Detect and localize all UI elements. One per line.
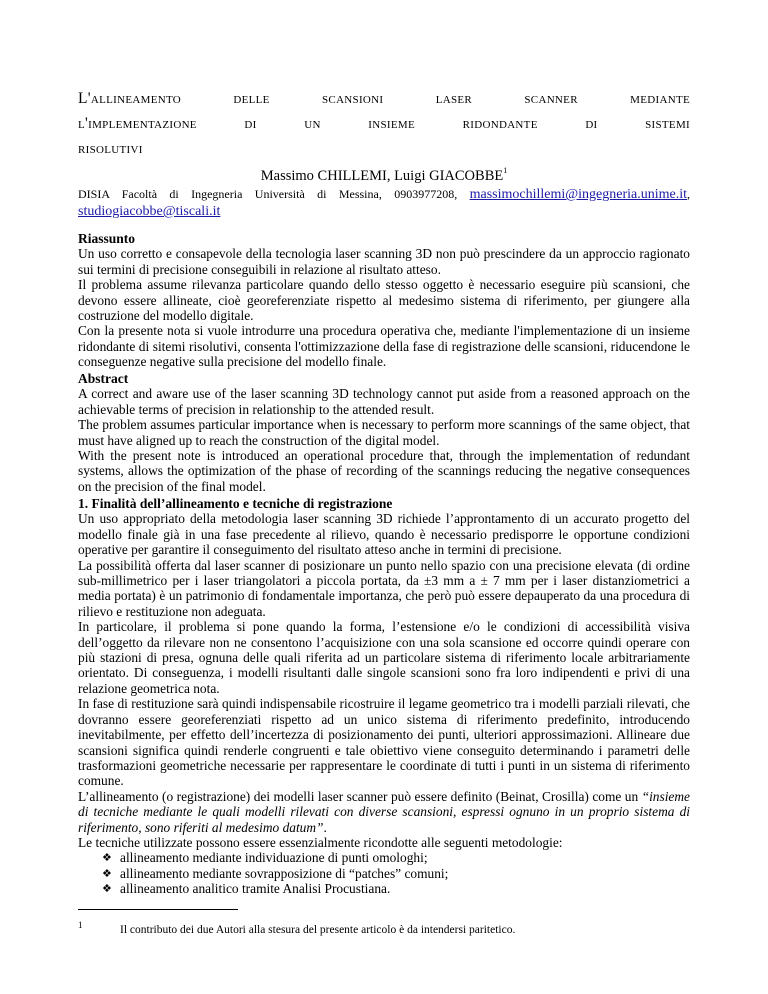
footnote-reference: 1: [503, 166, 508, 175]
paragraph: Un uso corretto e consapevole della tecnologia laser scanning 3D non può prescindere da un approccio ragionato sui termini di precisione conseguibili in relazione al risultato atteso.: [78, 246, 690, 277]
definition-intro: L’allineamento (o registrazione) dei modelli laser scanner può essere definito (Beinat, Crosilla) come un: [78, 788, 639, 804]
list-item-text: allineamento mediante individuazione di punti omologhi;: [120, 850, 428, 866]
list-item-text: allineamento analitico tramite Analisi Procustiana.: [120, 881, 391, 897]
list-intro: Le tecniche utilizzate possono essere essenzialmente ricondotte alle seguenti metodologie:: [78, 834, 563, 850]
paper-title: [78, 86, 690, 161]
diamond-bullet-icon: ❖: [102, 851, 112, 865]
section-heading: Abstract: [78, 371, 129, 386]
definition-end: .: [323, 819, 327, 835]
section-1: [78, 496, 690, 897]
list-item: [78, 850, 690, 865]
diamond-bullet-icon: ❖: [102, 866, 112, 880]
diamond-bullet-icon: ❖: [102, 882, 112, 896]
footnote-text: Il contributo dei due Autori alla stesura del presente articolo è da intendersi paritetico.: [120, 924, 516, 936]
email-link-chillemi[interactable]: massimochillemi@ingegneria.unime.it: [469, 187, 687, 202]
paragraph: Il problema assume rilevanza particolare quando dello stesso oggetto è necessario eseguire più scansioni, che devono essere allineate, cioè georeferenziate rispetto al medesimo sistema di riferimento, per giungere alla costruzione del modello digitale.: [78, 277, 690, 324]
separator: ,: [687, 187, 690, 201]
section-heading: 1. Finalità dell’allineamento e tecniche di registrazione: [78, 496, 393, 511]
author-names: Massimo CHILLEMI, Luigi GIACOBBE: [260, 168, 504, 184]
section-heading: Riassunto: [78, 231, 136, 246]
affiliation-text: DISIA Facoltà di Ingegneria Università di Messina, 0903977208,: [78, 187, 458, 201]
paragraph: Con la presente nota si vuole introdurre una procedura operativa che, mediante l'implementazione di un insieme ridondante di sitemi risolutivi, consenta l'ottimizzazione della fase di registrazione delle scansioni, riducendone le conseguenze negative sulla precisione del modello finale.: [78, 323, 690, 370]
paragraph: In particolare, il problema si pone quando la forma, l’estensione e/o le condizioni di accessibilità visiva dell’oggetto da rilevare non ne consentono l’acquisizione con una sola scansione ed occorre quindi operare con più stazioni di presa, ognuna delle quali riferita ad un particolare sistema di riferimento locale arbitrariamente orientato. Di conseguenza, i modelli risultanti dalle singole scansioni sono fra loro indipendenti e privi di una relazione geometrica nota.: [78, 619, 690, 696]
abstract-section: [78, 371, 690, 494]
definition-paragraph: [78, 789, 690, 835]
affiliation: [78, 186, 690, 220]
paragraph: With the present note is introduced an operational procedure that, through the implementation of redundant systems, allows the optimization of the phase of recording of the scannings reducing the negative consequences on the precision of the final model.: [78, 448, 690, 494]
definition-quote: “insieme di tecniche mediante le quali modelli rilevati con diverse scansioni, espressi ognuno in un proprio sistema di riferimento, sono riferiti al medesimo datum”: [78, 788, 690, 835]
riassunto-section: [78, 231, 690, 370]
list-item: [78, 881, 690, 896]
email-link-giacobbe[interactable]: studiogiacobbe@tiscali.it: [78, 204, 221, 219]
authors-line: [0, 166, 768, 185]
list-item: [78, 866, 690, 881]
list-item-text: allineamento mediante sovrapposizione di “patches” comuni;: [120, 865, 449, 881]
technique-list: [78, 850, 690, 896]
footnote-divider: [78, 909, 238, 910]
title-line: L'allineamento delle scansioni laser scanner mediante: [78, 90, 690, 107]
paragraph: A correct and aware use of the laser scanning 3D technology cannot put aside from a reasoned approach on the achievable terms of precision in relationship to the attended result.: [78, 386, 690, 417]
paragraph: The problem assumes particular importance when is necessary to perform more scannings of the same object, that must have aligned up to reach the construction of the digital model.: [78, 417, 690, 448]
footnote-number: 1: [78, 920, 83, 930]
paragraph: La possibilità offerta dal laser scanner di posizionare un punto nello spazio con una precisione elevata (di ordine sub-millimetrico per i laser triangolatori a piccola portata, da ±3 mm a ± 7 mm per i laser distanziometrici a media portata) è un patrimonio di fondamentale importanza, che però può essere depauperato da una procedura di rilievo e restituzione non adeguata.: [78, 557, 690, 619]
title-line: l'implementazione di un insieme ridondante di sistemi: [78, 115, 690, 132]
paragraph: In fase di restituzione sarà quindi indispensabile ricostruire il legame geometrico tra i modelli parziali rilevati, che dovranno essere georeferenziati rispetto ad un unico sistema di riferimento predefinito, introducendo inevitabilmente, per effetto dell’incertezza di posizionamento dei punti, ulteriori approssimazioni. Allineare due scansioni significa quindi renderle congruenti e tale obiettivo viene conseguito determinando i parametri delle trasformazioni geometriche necessarie per rappresentare le coordinate di tutti i punti in un sistema di riferimento comune.: [78, 696, 690, 789]
title-line: risolutivi: [78, 140, 143, 157]
paragraph: Un uso appropriato della metodologia laser scanning 3D richiede l’approntamento di un accurato progetto del modello finale già in una fase precedente al rilievo, quando è necessario predisporre le opportune condizioni operative per garantire il conseguimento del risultato atteso anche in termini di precisione.: [78, 511, 690, 558]
